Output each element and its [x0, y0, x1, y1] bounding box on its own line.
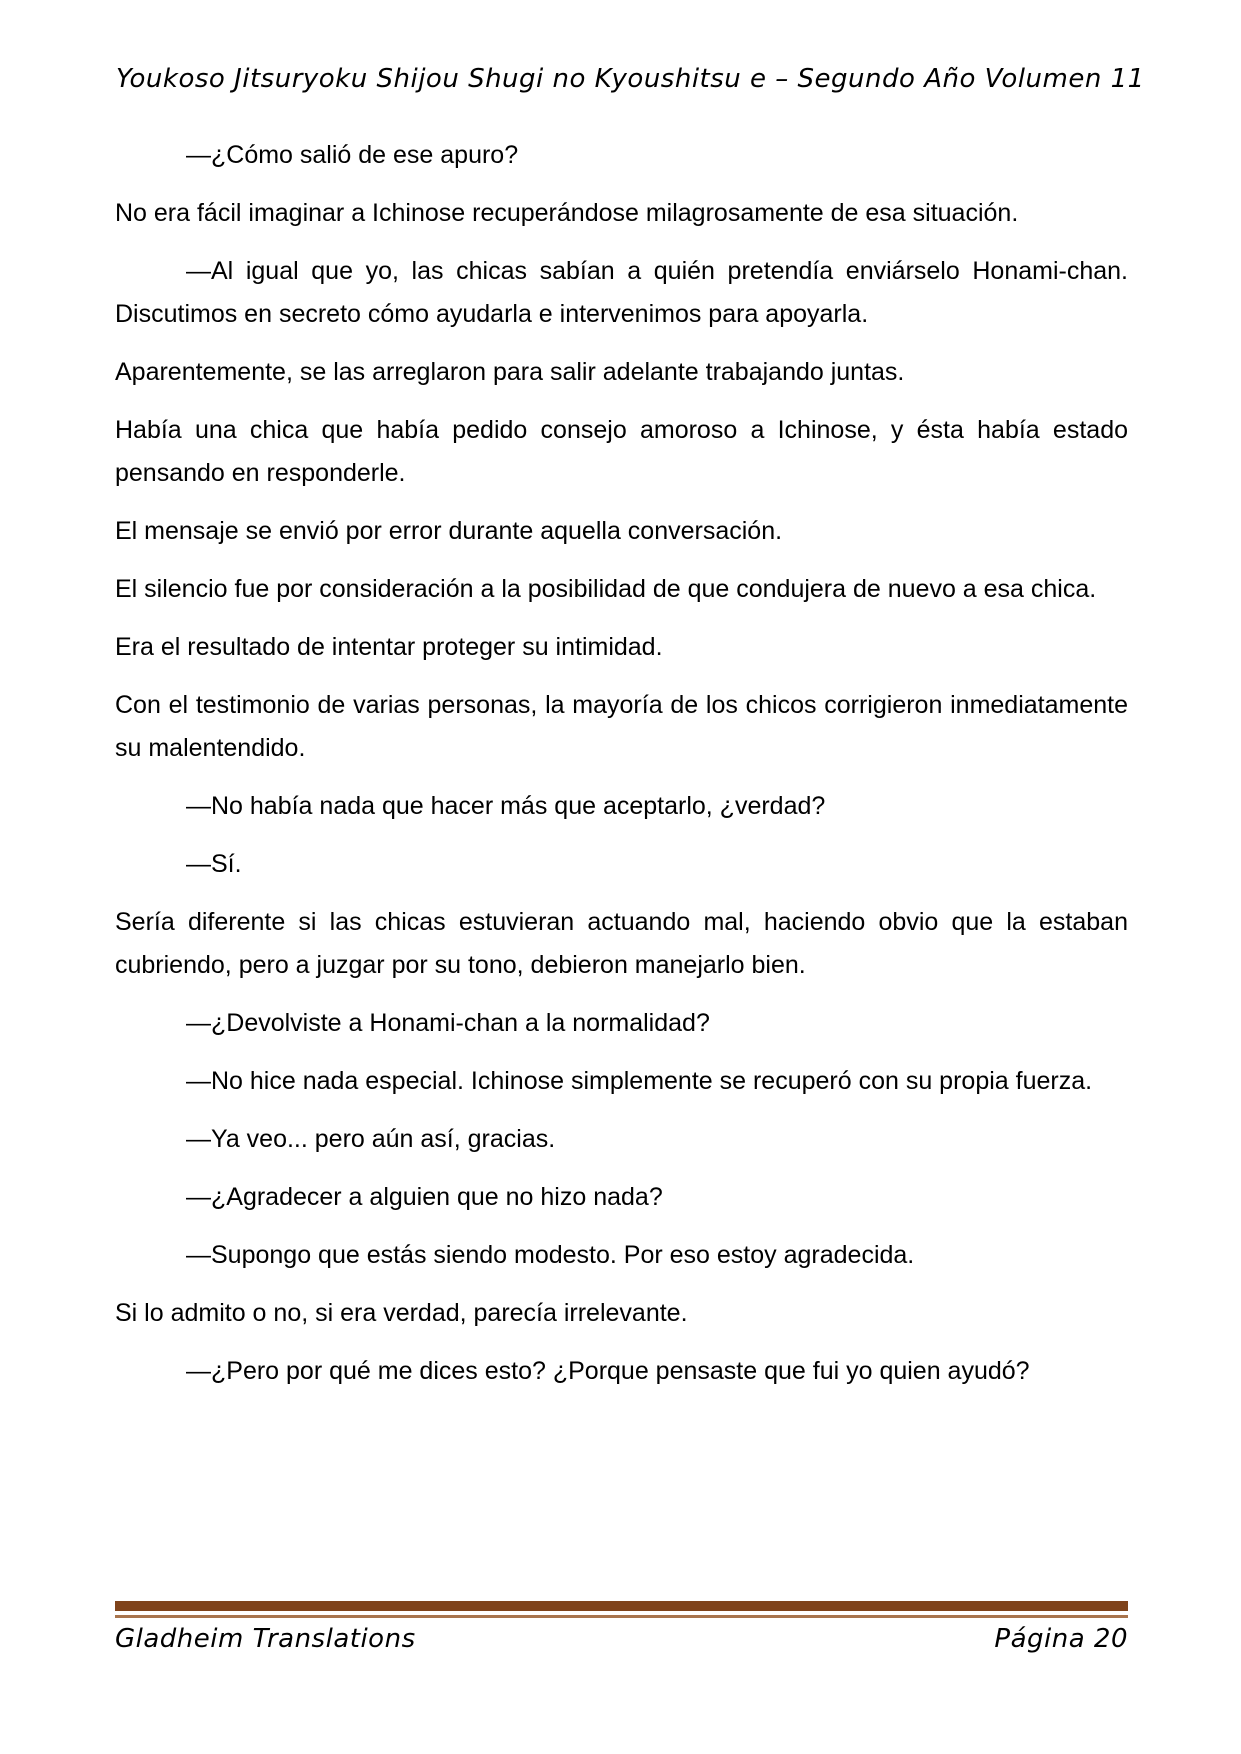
page-footer [115, 1624, 1128, 1654]
footer-rule-thin-line [115, 1615, 1128, 1618]
running-title: Youkoso Jitsuryoku Shijou Shugi no Kyoushitsu e – Segundo Año Volumen 11 [116, 64, 1145, 94]
paragraph-dialogue: —No había nada que hacer más que aceptarlo, ¿verdad? [186, 792, 826, 820]
paragraph-dialogue: —¿Agradecer a alguien que no hizo nada? [186, 1183, 663, 1211]
paragraph-narration: El silencio fue por consideración a la posibilidad de que condujera de nuevo a esa chica. [115, 575, 1097, 603]
paragraph-dialogue: —¿Devolviste a Honami-chan a la normalidad? [186, 1009, 710, 1037]
paragraph-narration: Sería diferente si las chicas estuvieran actuando mal, haciendo obvio que la estaban cubriendo, pero a juzgar por su tono, debieron manejarlo bien. [115, 908, 1128, 979]
paragraph-narration: Si lo admito o no, si era verdad, parecía irrelevante. [115, 1299, 688, 1327]
footer-rule [115, 1601, 1128, 1618]
paragraph-narration: Con el testimonio de varias personas, la mayoría de los chicos corrigieron inmediatamente su malentendido. [115, 691, 1128, 762]
paragraph-dialogue: —Ya veo... pero aún así, gracias. [186, 1125, 556, 1153]
body-paragraphs [115, 134, 1128, 1408]
paragraph-narration: Aparentemente, se las arreglaron para salir adelante trabajando juntas. [115, 358, 905, 386]
paragraph-dialogue: —¿Cómo salió de ese apuro? [186, 141, 519, 169]
paragraph-narration: Había una chica que había pedido consejo amoroso a Ichinose, y ésta había estado pensando en responderle. [115, 416, 1128, 487]
paragraph-dialogue: —No hice nada especial. Ichinose simplemente se recuperó con su propia fuerza. [186, 1067, 1093, 1095]
paragraph-narration: El mensaje se envió por error durante aquella conversación. [115, 517, 783, 545]
paragraph-narration: Era el resultado de intentar proteger su intimidad. [115, 633, 663, 661]
paragraph-dialogue: —¿Pero por qué me dices esto? ¿Porque pensaste que fui yo quien ayudó? [186, 1357, 1030, 1385]
paragraph-dialogue: —Supongo que estás siendo modesto. Por eso estoy agradecida. [186, 1241, 915, 1269]
paragraph-dialogue: —Al igual que yo, las chicas sabían a quién pretendía enviárselo Honami-chan. Discutimos en secreto cómo ayudarla e intervenimos para apoyarla. [115, 257, 1128, 328]
paragraph-narration: No era fácil imaginar a Ichinose recuperándose milagrosamente de esa situación. [115, 199, 1019, 227]
page-header [116, 64, 1145, 94]
footer-translator-credit: Gladheim Translations [115, 1624, 416, 1654]
footer-rule-thick-line [115, 1601, 1128, 1611]
paragraph-dialogue: —Sí. [186, 850, 242, 878]
footer-page-number: Página 20 [994, 1624, 1128, 1654]
